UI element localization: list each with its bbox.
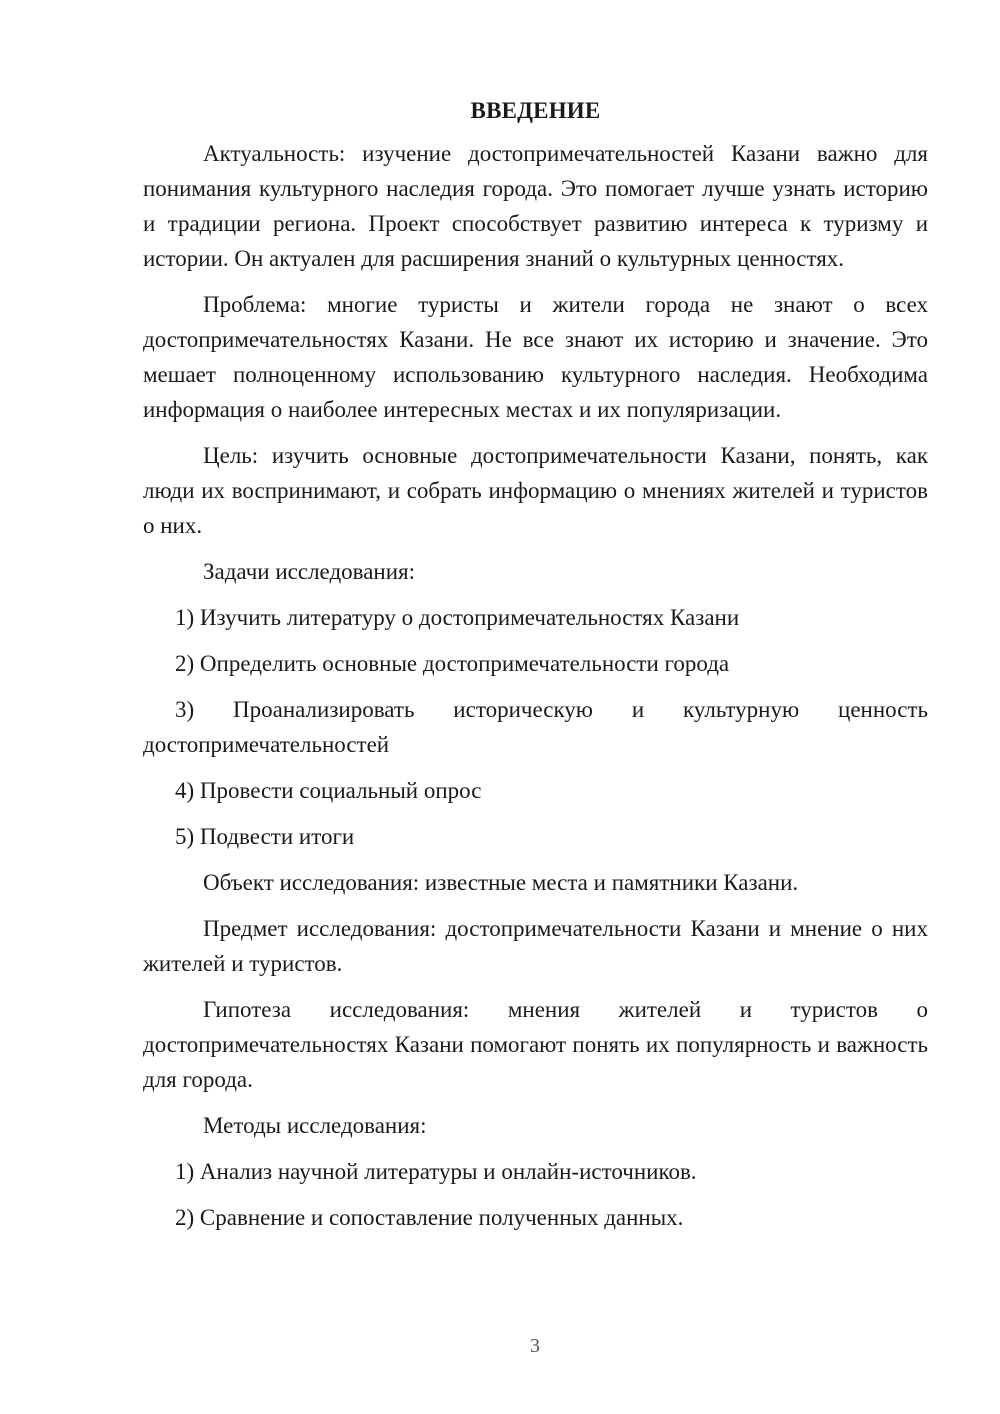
task-item-2: 2) Определить основные достопримечательности города	[175, 651, 730, 676]
task-item-1: 1) Изучить литературу о достопримечательностях Казани	[175, 605, 740, 630]
problem-paragraph: Проблема: многие туристы и жители города не знают о всех достопримечательностях Казани. Не все знают их историю и значение. Это мешает полноценному использованию культурного наследия. Необходима информация о наиболее интересных местах и их популяризации.	[143, 292, 928, 422]
hypothesis-paragraph: Гипотеза исследования: мнения жителей и туристов о достопримечательностях Казани помогают понять их популярность и важность для города.	[143, 997, 928, 1092]
task-item-4: 4) Провести социальный опрос	[175, 778, 482, 803]
method-item-1: 1) Анализ научной литературы и онлайн-источников.	[175, 1159, 697, 1184]
page-number: 3	[530, 1335, 540, 1357]
task-item-5: 5) Подвести итоги	[175, 824, 355, 849]
method-item-2: 2) Сравнение и сопоставление полученных данных.	[175, 1205, 684, 1230]
tasks-heading: Задачи исследования:	[203, 559, 416, 584]
methods-heading: Методы исследования:	[203, 1113, 427, 1138]
object-paragraph: Объект исследования: известные места и памятники Казани.	[203, 870, 799, 895]
section-title: ВВЕДЕНИЕ	[470, 98, 601, 123]
goal-paragraph: Цель: изучить основные достопримечательности Казани, понять, как люди их воспринимают, и собрать информацию о мнениях жителей и туристов о них.	[143, 443, 928, 538]
document-page	[143, 96, 928, 1246]
relevance-paragraph: Актуальность: изучение достопримечательностей Казани важно для понимания культурного наследия города. Это помогает лучше узнать историю и традиции региона. Проект способствует развитию интереса к туризму и истории. Он актуален для расширения знаний о культурных ценностях.	[143, 141, 928, 271]
subject-paragraph: Предмет исследования: достопримечательности Казани и мнение о них жителей и туристов.	[143, 916, 928, 976]
task-item-3: 3) Проанализировать историческую и культурную ценность достопримечательностей	[143, 697, 928, 757]
